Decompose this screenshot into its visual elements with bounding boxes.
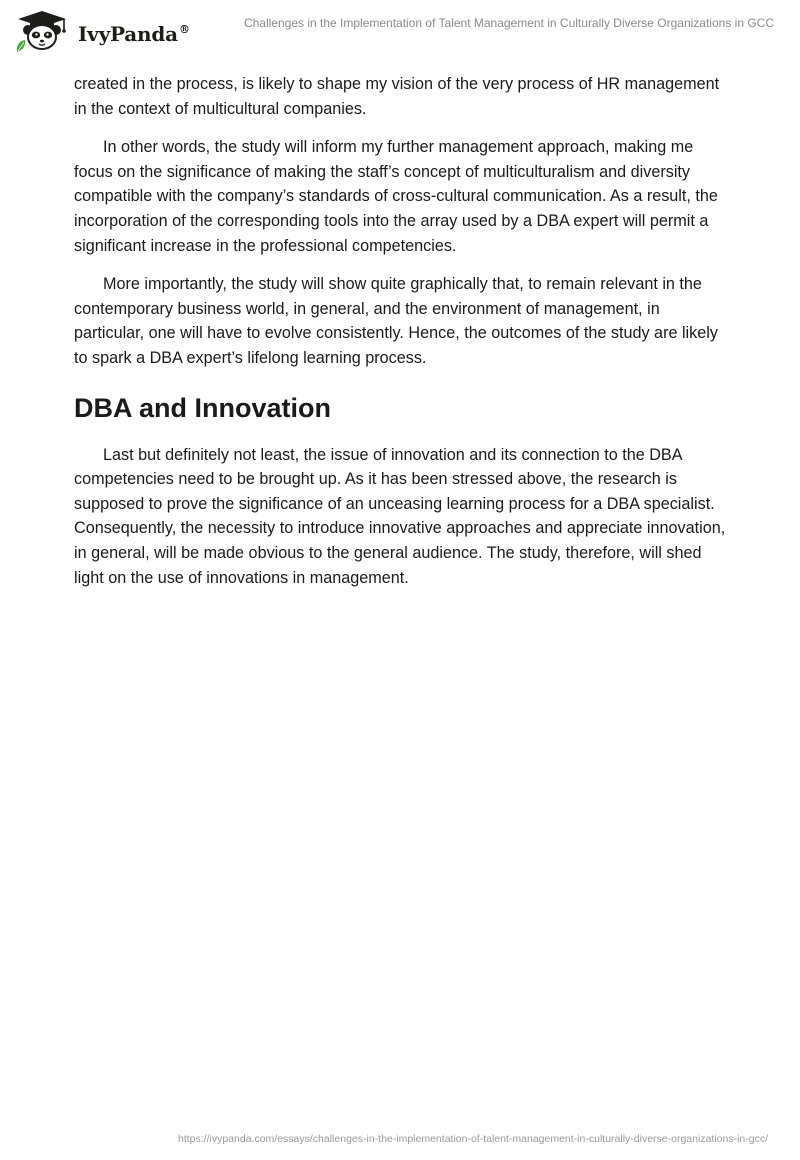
ivypanda-logo[interactable] [14, 8, 194, 54]
paragraph-4: Last but definitely not least, the issue of innovation and its connection to the DBA competencies need to be brought up. As it has been stressed above, the research is supposed to prove the significance of an unceasing learning process for a DBA specialist. Consequently, the necessity to introduce innovative approaches and appreciate innovation, in general, will be made obvious to the general audience. The study, therefore, will shed light on the use of innovations in management. [74, 445, 726, 587]
section-heading: DBA and Innovation [74, 392, 331, 423]
panda-graduate-icon [14, 8, 76, 54]
paragraph-1: created in the process, is likely to shape my vision of the very process of HR management in the context of multicultural companies. [74, 75, 720, 118]
logo-wordmark [78, 22, 190, 46]
essay-body [74, 72, 734, 604]
paragraph-2: In other words, the study will inform my further management approach, making me focus on the significance of making the staff’s concept of multiculturalism and diversity compatible with the company’s standards of cross-cultural communication. As a result, the incorporation of the corresponding tools into the array used by a DBA expert will permit a significant increase in the professional competencies. [74, 138, 718, 255]
logo-registered-mark: ® [178, 23, 190, 36]
running-title: Challenges in the Implementation of Talent Management in Culturally Diverse Organizations in GCC [243, 16, 774, 30]
logo-name: IvyPanda [78, 22, 178, 46]
footer-url[interactable]: https://ivypanda.com/essays/challenges-in-the-implementation-of-talent-management-in-culturally-diverse-organizations-in-gcc/ [177, 1133, 768, 1145]
paragraph-3: More importantly, the study will show quite graphically that, to remain relevant in the contemporary business world, in general, and the environment of management, in particular, one will have to evolve consistently. Hence, the outcomes of the study are likely to spark a DBA expert’s lifelong learning process. [74, 275, 718, 367]
